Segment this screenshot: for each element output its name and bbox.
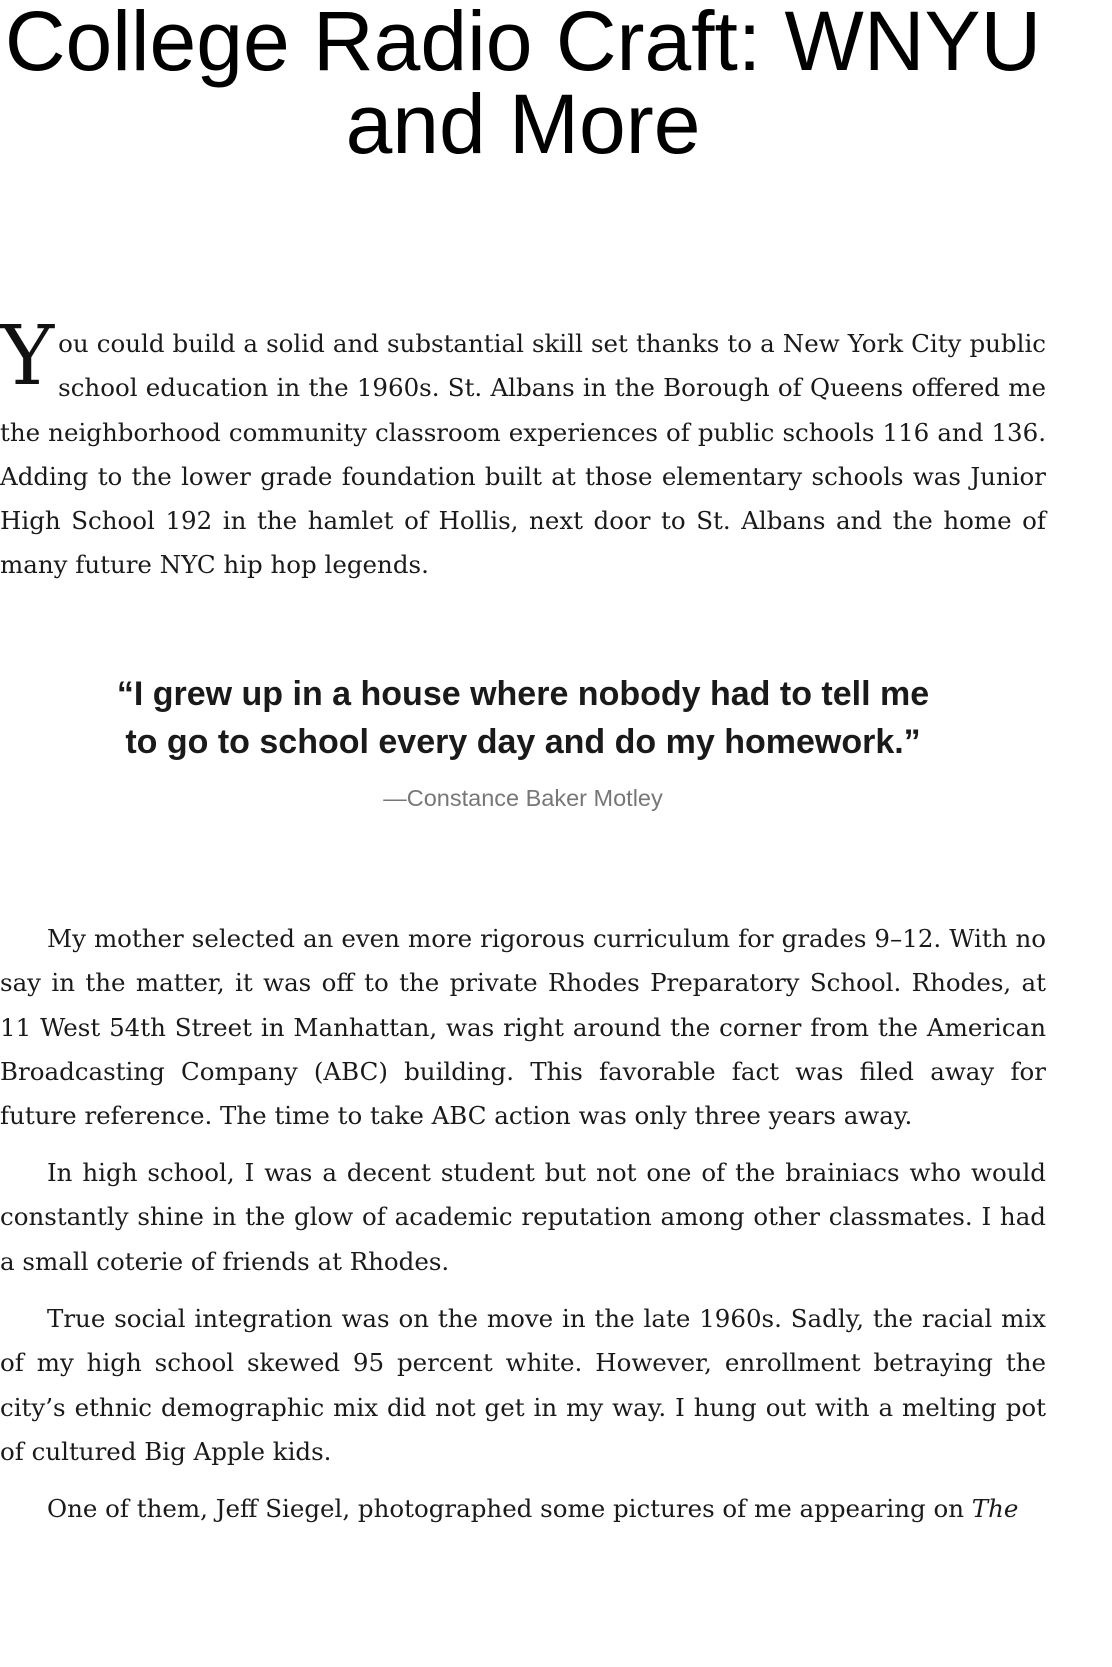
body-paragraph: True social integration was on the move in the late 1960s. Sadly, the racial mix of my high school skewed 95 percent white. However, enrollment betraying the city’s ethnic demographic mix did not get in my way. I hung out with a melting pot of cultured Big Apple kids. (0, 1304, 1046, 1466)
chapter-title: College Radio Craft: WNYU and More (4, 0, 1042, 171)
italic-title-fragment: The (971, 1494, 1019, 1523)
body-paragraph: My mother selected an even more rigorous curriculum for grades 9–12. With no say in the matter, it was off to the private Rhodes Preparatory School. Rhodes, at 11 West 54th Street in Manhattan, was right around the corner from the American Broadcasting Company (ABC) building. This favorable fact was filed away for future reference. The time to take ABC action was only three years away. (0, 924, 1046, 1131)
body-paragraph-text: One of them, Jeff Siegel, photographed some pictures of me appearing on (47, 1494, 972, 1523)
opening-paragraph (0, 309, 1046, 588)
body-paragraph (0, 1487, 1046, 1531)
drop-cap-letter: Y (0, 309, 55, 404)
body-paragraph: In high school, I was a decent student but not one of the brainiacs who would constantly shine in the glow of academic reputation among other classmates. I had a small coterie of friends at Rhodes. (0, 1158, 1046, 1276)
pull-quote (100, 670, 946, 812)
opening-paragraph-text: ou could build a solid and substantial skill set thanks to a New York City public school education in the 1960s. St. Albans in the Borough of Queens offered me the neighborhood community classroom experiences of public schools 116 and 136. Adding to the lower grade foundation built at those elementary schools was Junior High School 192 in the hamlet of Hollis, next door to St. Albans and the home of many future NYC hip hop legends. (0, 329, 1046, 580)
pull-quote-text: “I grew up in a house where nobody had to tell me to go to school every day and do my homework.” (116, 675, 930, 761)
pull-quote-attribution: —Constance Baker Motley (383, 785, 663, 811)
